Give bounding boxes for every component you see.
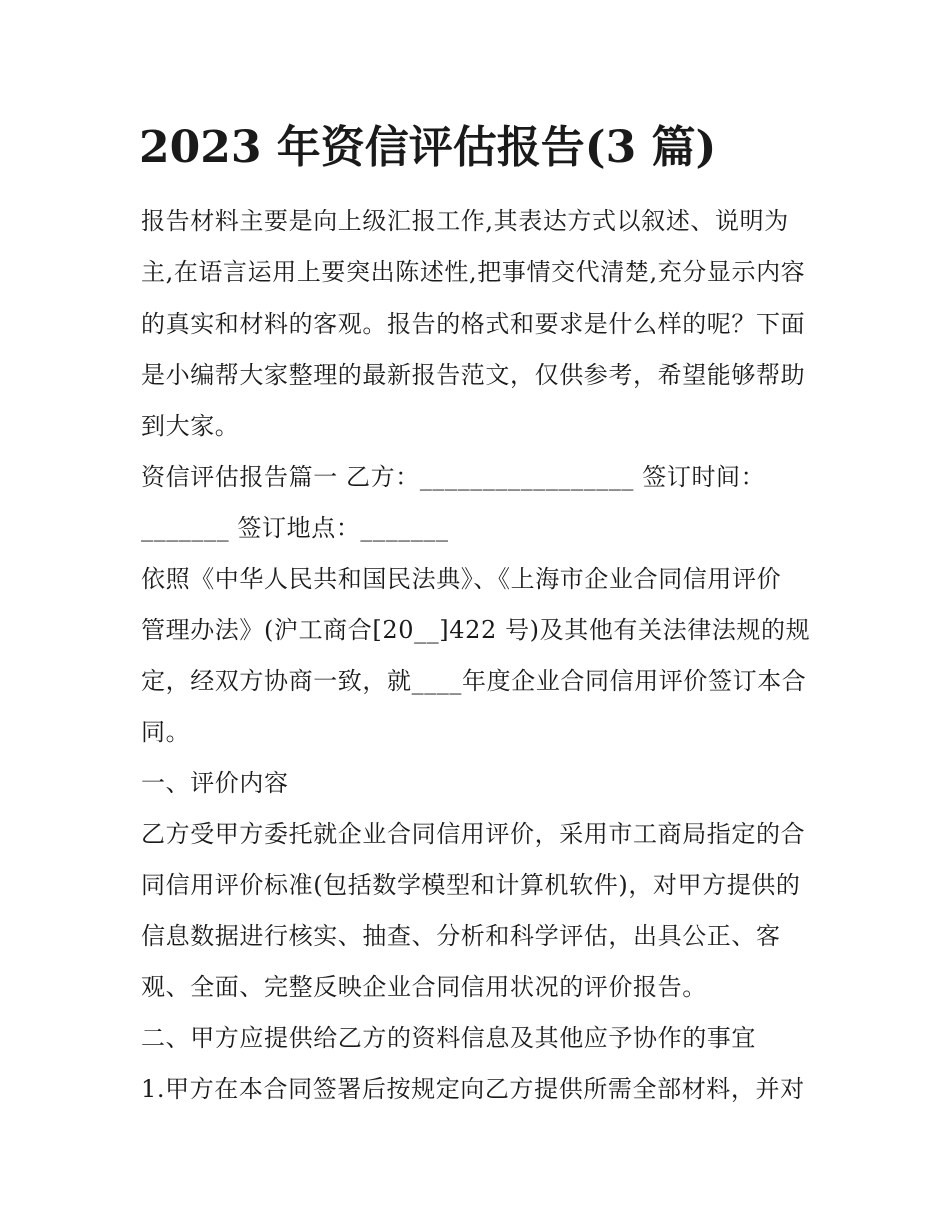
body-line: 信息数据进行核实、抽查、分析和科学评估，出具公正、客 xyxy=(141,922,781,950)
body-line: 定，经双方协商一致，就____年度企业合同信用评价签订本合 xyxy=(141,667,807,695)
body-line: 依照《中华人民共和国民法典》、《上海市企业合同信用评价 xyxy=(141,565,782,593)
body-line: _______ 签订地点：_______ xyxy=(141,514,449,542)
body-line: 同。 xyxy=(141,718,191,746)
body-line: 报告材料主要是向上级汇报工作,其表达方式以叙述、说明为 xyxy=(141,207,789,235)
body-line: 到大家。 xyxy=(141,412,240,440)
body-line: 乙方受甲方委托就企业合同信用评价，采用市工商局指定的合 xyxy=(141,820,806,848)
body-line: 同信用评价标准(包括数学模型和计算机软件)，对甲方提供的 xyxy=(141,871,801,899)
body-line: 管理办法》(沪工商合[20__]422 号)及其他有关法律法规的规 xyxy=(141,616,811,644)
subsection-heading: 二、甲方应提供给乙方的资料信息及其他应予协作的事宜 xyxy=(141,1024,756,1052)
body-line: 主,在语言运用上要突出陈述性,把事情交代清楚,充分显示内容 xyxy=(141,258,806,286)
body-line: 的真实和材料的客观。报告的格式和要求是什么样的呢？下面 xyxy=(141,310,806,338)
body-line: 1.甲方在本合同签署后按规定向乙方提供所需全部材料，并对 xyxy=(141,1075,805,1103)
document-title: 2023 年资信评估报告(3 篇) xyxy=(139,122,717,173)
section-heading-line: 资信评估报告篇一 乙方：_________________ 签订时间： xyxy=(141,463,766,491)
subsection-heading: 一、评价内容 xyxy=(141,769,289,797)
body-line: 是小编帮大家整理的最新报告范文，仅供参考，希望能够帮助 xyxy=(141,361,806,389)
body-line: 观、全面、完整反映企业合同信用状况的评价报告。 xyxy=(141,973,707,1001)
